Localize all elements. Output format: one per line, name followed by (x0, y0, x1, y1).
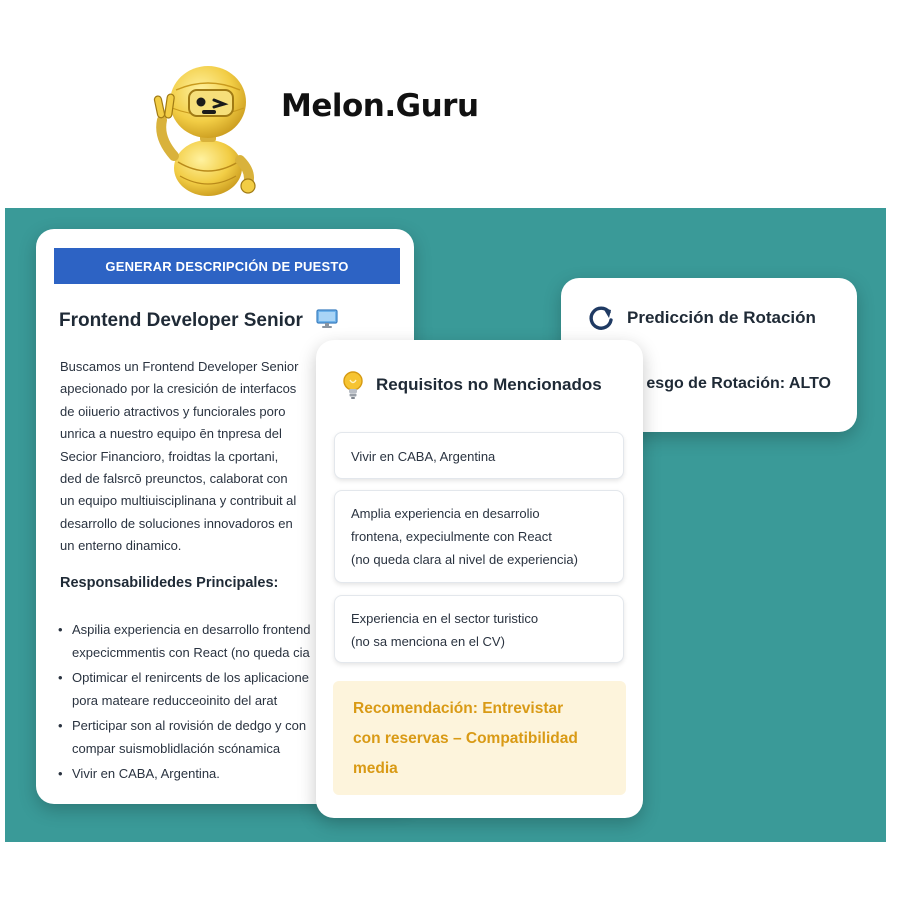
description-line: apecionado por la cresición de interfacos (60, 381, 297, 397)
requirement-line: Amplia experiencia en desarrolio (351, 506, 540, 521)
recommendation-line: con reservas – Compatibilidad (353, 730, 578, 747)
rotation-title-text: Predicción de Rotación (627, 308, 816, 327)
responsibilities-heading: Responsabilidedes Principales: (60, 575, 279, 591)
list-item-line: pora mateare reducceoinito del arat (72, 692, 278, 708)
description-line: ded de falsrcō preunctos, calaborat con (60, 471, 288, 487)
responsibilities-list (58, 619, 320, 789)
description-line: de oiiuerio atractivos y funciorales poro (60, 403, 286, 419)
requirement-line: Vivir en CABA, Argentina (351, 449, 496, 464)
requirement-line: (no queda clara al nivel de experiencia) (351, 552, 578, 567)
list-item (58, 619, 320, 664)
requirements-title-text: Requisitos no Mencionados (376, 375, 602, 394)
list-item-line: • Optimicar el renircents de los aplicacione (72, 670, 309, 685)
description-line: un equipo multiuisciplinana y contribuit al (60, 493, 297, 509)
requirement-item (334, 490, 624, 583)
job-title-text: Frontend Developer Senior (59, 310, 303, 331)
list-item (58, 763, 320, 786)
rotation-title (587, 304, 816, 332)
list-item-line: expecicmmentis con React (no queda cia (72, 644, 310, 660)
brand-name: Melon.Guru (281, 88, 479, 124)
lightbulb-icon (342, 370, 364, 400)
recommendation-box (333, 681, 626, 795)
brand-header (148, 60, 548, 200)
recommendation-line: media (353, 760, 398, 777)
requirements-title (342, 370, 602, 400)
list-item-line: • Perticipar son al rovisión de dedgo y con (72, 718, 307, 733)
requirement-line: frontena, expeciulmente con React (351, 529, 552, 544)
list-item (58, 715, 320, 760)
list-item (58, 667, 320, 712)
list-item-line: • Aspilia experiencia en desarrollo frontend (72, 622, 311, 637)
monitor-icon (316, 309, 338, 329)
job-description-text (60, 356, 322, 558)
list-item-line: compar suismoblidlación scónamica (72, 740, 281, 756)
job-title (59, 309, 338, 332)
rotation-risk-value: esgo de Rotación: ALTO (646, 375, 831, 392)
requirement-item (334, 432, 624, 479)
unmentioned-requirements-card (316, 340, 643, 818)
description-line: Secior Financioro, froidtas la cportani, (60, 448, 279, 464)
requirement-line: Experiencia en el sector turistico (351, 611, 539, 626)
recommendation-line: Recomendación: Entrevistar (353, 700, 564, 717)
refresh-icon (587, 304, 615, 332)
list-item-line: • Vivir en CABA, Argentina. (72, 766, 220, 781)
generate-description-button[interactable]: GENERAR DESCRIPCIÓN DE PUESTO (54, 248, 400, 284)
description-line: un enterno dinamico. (60, 538, 182, 554)
description-line: unrica a nuestro equipo ēn tnpresa del (60, 426, 282, 442)
melon-robot-mascot-icon (148, 60, 260, 200)
description-line: desarrollo de soluciones innovadoros en (60, 515, 293, 531)
description-line: Buscamos un Frontend Developer Senior (60, 359, 299, 374)
requirement-item (334, 595, 624, 663)
requirement-line: (no sa menciona en el CV) (351, 634, 505, 649)
